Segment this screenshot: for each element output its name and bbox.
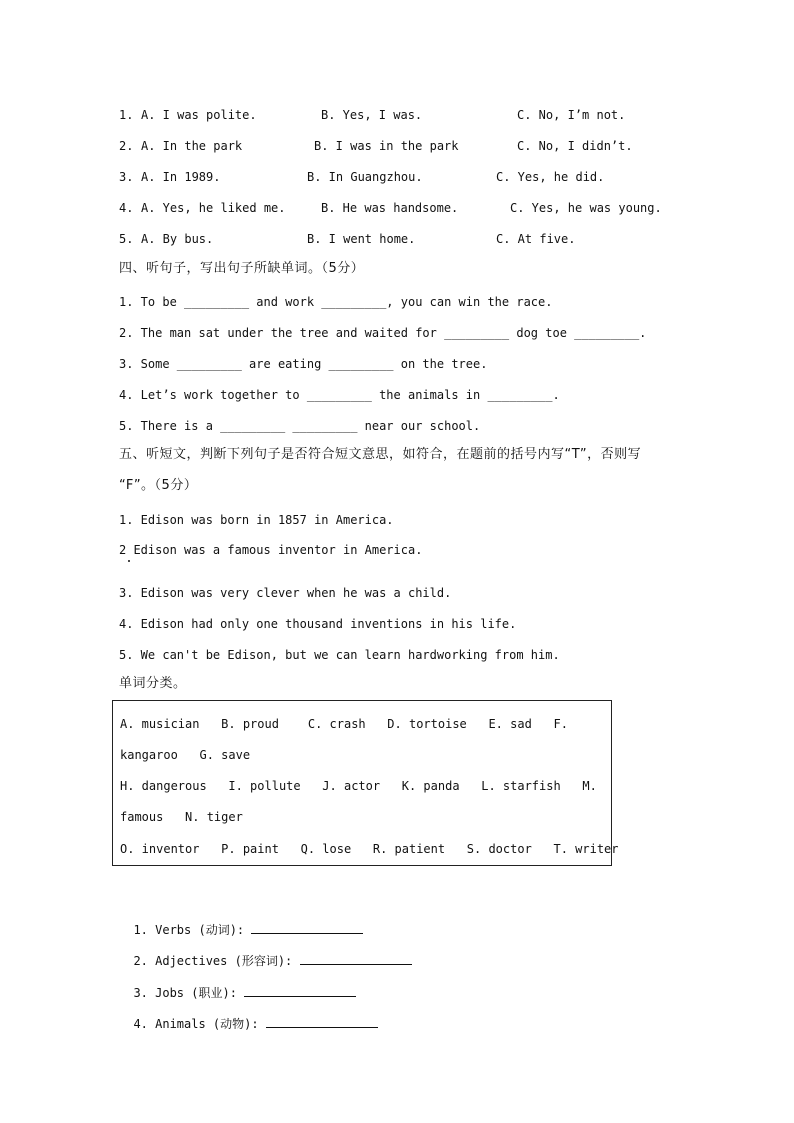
fill-blank-question: 1. To be _________ and work _________, you can win the race. [119,295,553,309]
option-c: C. No, I’m not. [517,108,626,122]
option-b: B. Yes, I was. [321,108,423,122]
category-label: 2. Adjectives (形容词): [133,954,300,968]
question-number: 3. [119,170,134,184]
category-adjectives [119,937,412,969]
fill-blank-question: 2. The man sat under the tree and waited for _________ dog toe _________. [119,326,647,340]
category-animals [119,1000,378,1032]
section4-heading: 四、听句子，写出句子所缺单词。（5分） [119,261,365,276]
fill-blank-question: 3. Some _________ are eating _________ on the tree. [119,357,488,371]
option-c: C. Yes, he was young. [510,201,662,215]
option-c: C. At five. [496,232,576,246]
answer-blank[interactable] [251,922,363,934]
option-a: A. I was polite. [141,108,257,122]
question-number: 4. [119,201,134,215]
fill-blank-question: 4. Let’s work together to _________ the animals in _________. [119,388,560,402]
option-a: A. In 1989. [141,170,221,184]
option-a: A. In the park [141,139,243,153]
stray-dot [128,560,130,562]
answer-blank[interactable] [244,985,356,997]
category-jobs [119,969,356,1001]
question-number: 5. [119,232,134,246]
question-number: 1. [119,108,134,122]
word-bank-line: A. musician B. proud C. crash D. tortoise E. sad F. [120,717,568,731]
option-a: A. By bus. [141,232,214,246]
section5-heading: 五、听短文，判断下列句子是否符合短文意思，如符合，在题前的括号内写“T”，否则写 [119,447,642,462]
true-false-statement: 4. Edison had only one thousand inventions in his life. [119,617,517,631]
answer-blank[interactable] [300,953,412,965]
word-class-heading: 单词分类。 [119,676,187,691]
answer-blank[interactable] [266,1016,378,1028]
true-false-statement: 3. Edison was very clever when he was a child. [119,586,452,600]
category-label: 1. Verbs (动词): [133,923,252,937]
section5-heading-continued: “F”。（5分） [119,478,198,493]
question-number: 2. [119,139,134,153]
category-label: 4. Animals (动物): [133,1017,266,1031]
word-bank-line: kangaroo G. save [120,748,251,762]
option-c: C. Yes, he did. [496,170,605,184]
word-bank-line: famous N. tiger [120,810,243,824]
category-verbs [119,906,363,938]
option-a: A. Yes, he liked me. [141,201,286,215]
option-b: B. I was in the park [314,139,459,153]
word-bank-line: O. inventor P. paint Q. lose R. patient S. doctor T. writer [120,842,619,856]
true-false-statement: 5. We can't be Edison, but we can learn hardworking from him. [119,648,560,662]
option-c: C. No, I didn’t. [517,139,633,153]
option-b: B. I went home. [307,232,416,246]
option-b: B. He was handsome. [321,201,459,215]
true-false-statement: 2 Edison was a famous inventor in America. [119,543,423,557]
fill-blank-question: 5. There is a _________ _________ near our school. [119,419,481,433]
true-false-statement: 1. Edison was born in 1857 in America. [119,513,394,527]
category-label: 3. Jobs (职业): [133,986,245,1000]
word-bank-box [112,700,619,866]
word-bank-line: H. dangerous I. pollute J. actor K. panda L. starfish M. [120,779,597,793]
option-b: B. In Guangzhou. [307,170,423,184]
